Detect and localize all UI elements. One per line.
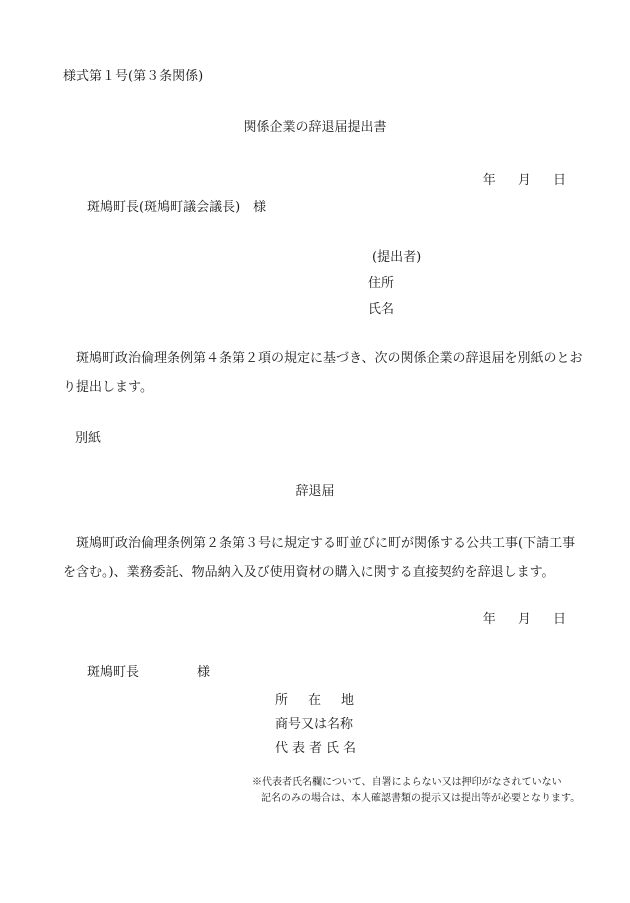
note bbox=[252, 775, 580, 807]
note-line-2: 記名のみの場合は、本人確認書類の提示又は提出等が必要となります。 bbox=[261, 793, 581, 804]
document-title: 関係企業の辞退届提出書 bbox=[243, 120, 387, 135]
note-line-1: ※代表者氏名欄について、自署によらない又は押印がなされていない bbox=[252, 777, 562, 788]
representative-name-label: 代表者氏名 bbox=[275, 741, 361, 756]
address-label: 住所 bbox=[368, 276, 395, 291]
body-paragraph: 斑鳩町政治倫理条例第４条第２項の規定に基づき、次の関係企業の辞退届を別紙のとおり提出します。 bbox=[63, 351, 583, 395]
addressee-2-suffix: 様 bbox=[197, 665, 211, 680]
form-label: 様式第１号(第３条関係) bbox=[63, 69, 204, 84]
submitter-label: (提出者) bbox=[372, 250, 422, 265]
date-line-2: 年 月 日 bbox=[482, 612, 566, 627]
addressee-2 bbox=[87, 666, 210, 679]
addressee: 斑鳩町長(斑鳩町議会議長) 様 bbox=[87, 200, 267, 215]
attachment-label: 別紙 bbox=[75, 431, 102, 446]
resignation-title: 辞退届 bbox=[295, 484, 335, 499]
company-location-label: 所在地 bbox=[275, 693, 375, 708]
company-name-label: 商号又は名称 bbox=[275, 717, 354, 732]
resignation-paragraph: 斑鳩町政治倫理条例第２条第３号に規定する町並びに町が関係する公共工事(下請工事を含む。)、業務委託、物品納入及び使用資材の購入に関する直接契約を辞退します。 bbox=[63, 536, 576, 580]
addressee-2-name: 斑鳩町長 bbox=[87, 665, 140, 680]
name-label: 氏名 bbox=[368, 302, 395, 317]
date-line: 年 月 日 bbox=[482, 173, 566, 188]
